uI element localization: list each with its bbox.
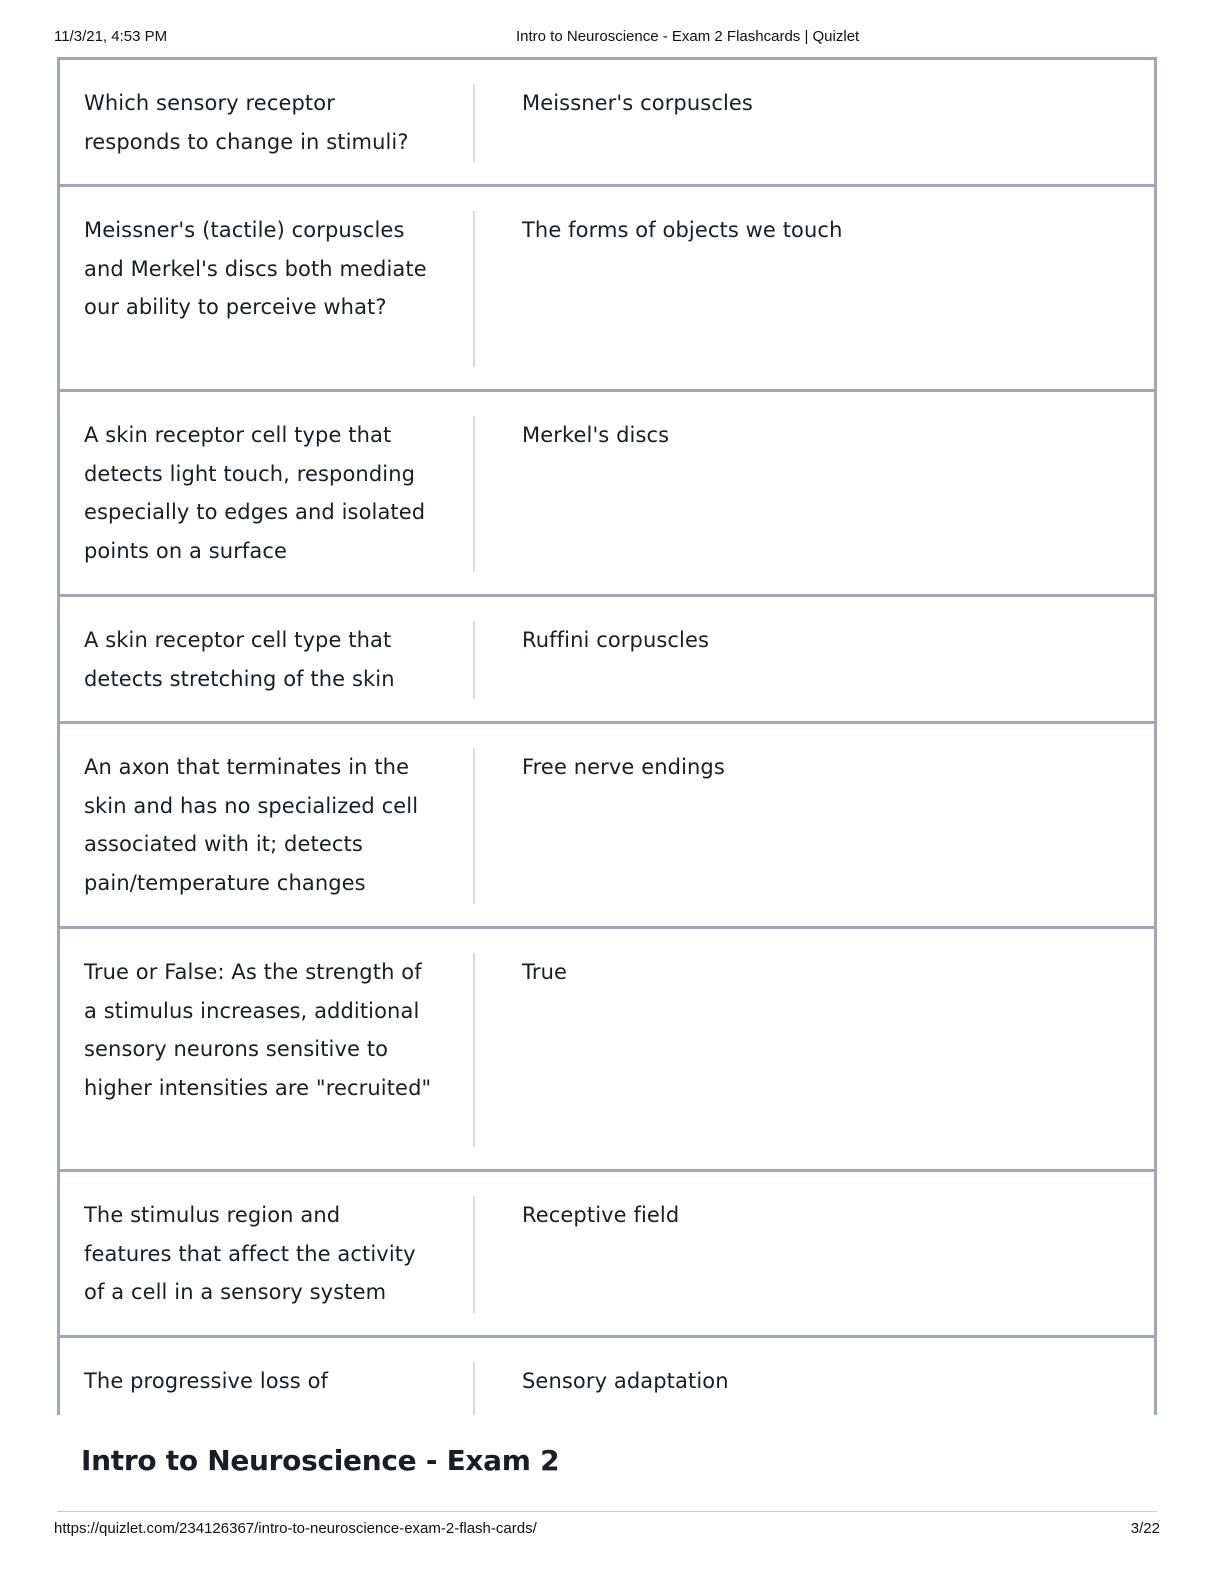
card-divider <box>473 953 475 1147</box>
page-number: 3/22 <box>1130 1520 1160 1537</box>
card-divider <box>473 211 475 367</box>
card-term: An axon that terminates in the skin and has no specialized cell associated with it; detects pain/temperature changes <box>84 755 419 896</box>
card-divider <box>473 1362 475 1415</box>
card-definition: Receptive field <box>522 1203 680 1227</box>
print-page-title: Intro to Neuroscience - Exam 2 Flashcards | Quizlet <box>516 28 860 45</box>
card-definition: Meissner's corpuscles <box>522 91 753 115</box>
flashcard-row <box>60 721 1154 929</box>
print-footer <box>54 1520 1160 1540</box>
flashcard-row <box>60 594 1154 724</box>
card-definition: Ruffini corpuscles <box>522 628 710 652</box>
card-divider <box>473 1196 475 1313</box>
flashcard-row <box>60 1335 1154 1415</box>
print-header <box>54 28 1170 48</box>
footer-divider <box>57 1511 1157 1512</box>
card-divider <box>473 84 475 162</box>
card-term: A skin receptor cell type that detects light touch, responding especially to edges and isolated points on a surface <box>84 423 426 564</box>
card-term: A skin receptor cell type that detects stretching of the skin <box>84 628 395 691</box>
card-term: Which sensory receptor responds to change in stimuli? <box>84 91 409 154</box>
card-term: Meissner's (tactile) corpuscles and Merkel's discs both mediate our ability to perceive what? <box>84 218 427 320</box>
card-term: The progressive loss of <box>84 1369 329 1393</box>
card-divider <box>473 748 475 904</box>
card-term: The stimulus region and features that affect the activity of a cell in a sensory system <box>84 1203 416 1305</box>
card-definition: True <box>522 960 568 984</box>
card-divider <box>473 416 475 572</box>
print-date: 11/3/21, 4:53 PM <box>54 28 168 45</box>
page-url: https://quizlet.com/234126367/intro-to-neuroscience-exam-2-flash-cards/ <box>54 1520 537 1537</box>
flashcard-row <box>60 184 1154 392</box>
card-definition: Merkel's discs <box>522 423 670 447</box>
flashcard-list <box>57 57 1157 1415</box>
flashcard-row <box>60 1169 1154 1338</box>
set-title: Intro to Neuroscience - Exam 2 <box>81 1444 560 1477</box>
card-term: True or False: As the strength of a stimulus increases, additional sensory neurons sensitive to higher intensities are "recruited" <box>84 960 432 1101</box>
flashcard-row <box>60 389 1154 597</box>
flashcard-row <box>60 57 1154 187</box>
card-definition: The forms of objects we touch <box>522 218 843 242</box>
card-definition: Sensory adaptation <box>522 1369 729 1393</box>
card-definition: Free nerve endings <box>522 755 725 779</box>
card-divider <box>473 621 475 699</box>
flashcard-row <box>60 926 1154 1172</box>
